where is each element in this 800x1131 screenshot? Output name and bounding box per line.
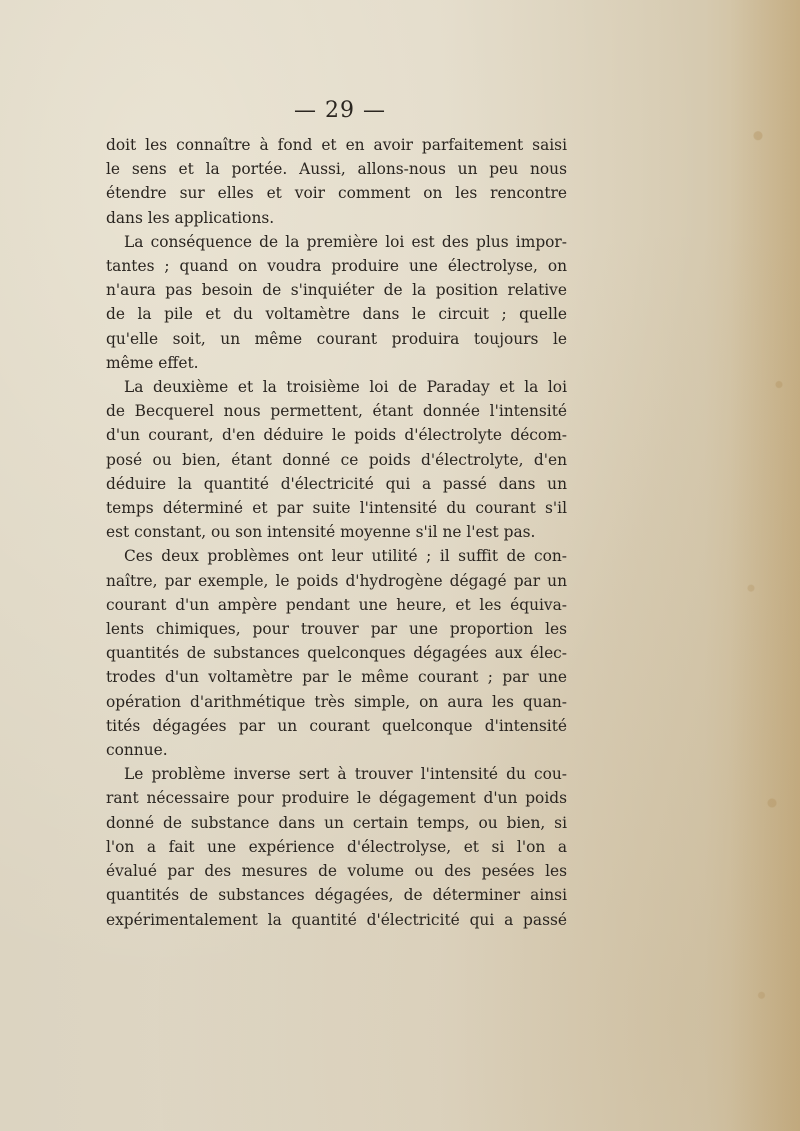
- text-line: n'aura pas besoin de s'inquiéter de la position relative: [106, 281, 567, 300]
- text-line: La deuxième et la troisième loi de Paraday et la loi: [124, 378, 567, 397]
- text-line: de la pile et du voltamètre dans le circuit ; quelle: [106, 305, 567, 324]
- page-edge-stains: [730, 0, 800, 1131]
- text-line: de Becquerel nous permettent, étant donnée l'intensité: [106, 402, 567, 421]
- text-line: posé ou bien, étant donné ce poids d'électrolyte, d'en: [106, 450, 567, 469]
- text-line: même effet.: [106, 353, 199, 372]
- text-line: donné de substance dans un certain temps, ou bien, si: [106, 813, 567, 832]
- text-line: opération d'arithmétique très simple, on aura les quan-: [106, 692, 567, 711]
- text-line: temps déterminé et par suite l'intensité du courant s'il: [106, 499, 567, 518]
- text-line: le sens et la portée. Aussi, allons-nous un peu nous: [106, 160, 567, 179]
- text-line: déduire la quantité d'électricité qui a passé dans un: [106, 474, 567, 493]
- text-line: qu'elle soit, un même courant produira toujours le: [106, 329, 567, 348]
- text-line: Le problème inverse sert à trouver l'intensité du cou-: [124, 765, 567, 784]
- text-line: expérimentalement la quantité d'électricité qui a passé: [106, 910, 567, 929]
- page-number: — 29 —: [294, 98, 386, 123]
- text-line: La conséquence de la première loi est des plus impor-: [124, 232, 567, 251]
- text-line: trodes d'un voltamètre par le même courant ; par une: [106, 668, 567, 687]
- text-line: est constant, ou son intensité moyenne s'il ne l'est pas.: [106, 523, 536, 542]
- text-line: courant d'un ampère pendant une heure, et les équiva-: [106, 595, 567, 614]
- text-line: quantités de substances quelconques dégagées aux élec-: [106, 644, 567, 663]
- text-line: tités dégagées par un courant quelconque d'intensité: [106, 716, 567, 735]
- text-line: quantités de substances dégagées, de déterminer ainsi: [106, 886, 567, 905]
- text-line: doit les connaître à fond et en avoir parfaitement saisi: [106, 136, 567, 154]
- text-line: Ces deux problèmes ont leur utilité ; il suffit de con-: [124, 547, 567, 566]
- text-line: tantes ; quand on voudra produire une électrolyse, on: [106, 257, 567, 276]
- body-text: [106, 133, 567, 932]
- text-line: rant nécessaire pour produire le dégagement d'un poids: [106, 789, 567, 808]
- text-line: lents chimiques, pour trouver par une proportion les: [106, 620, 567, 639]
- text-line: évalué par des mesures de volume ou des pesées les: [106, 862, 567, 881]
- text-line: d'un courant, d'en déduire le poids d'électrolyte décom-: [106, 426, 567, 445]
- text-line: dans les applications.: [106, 208, 275, 227]
- text-line: étendre sur elles et voir comment on les rencontre: [106, 184, 567, 203]
- text-line: l'on a fait une expérience d'électrolyse, et si l'on a: [106, 837, 567, 856]
- text-line: connue.: [106, 741, 168, 760]
- text-line: naître, par exemple, le poids d'hydrogène dégagé par un: [106, 571, 567, 590]
